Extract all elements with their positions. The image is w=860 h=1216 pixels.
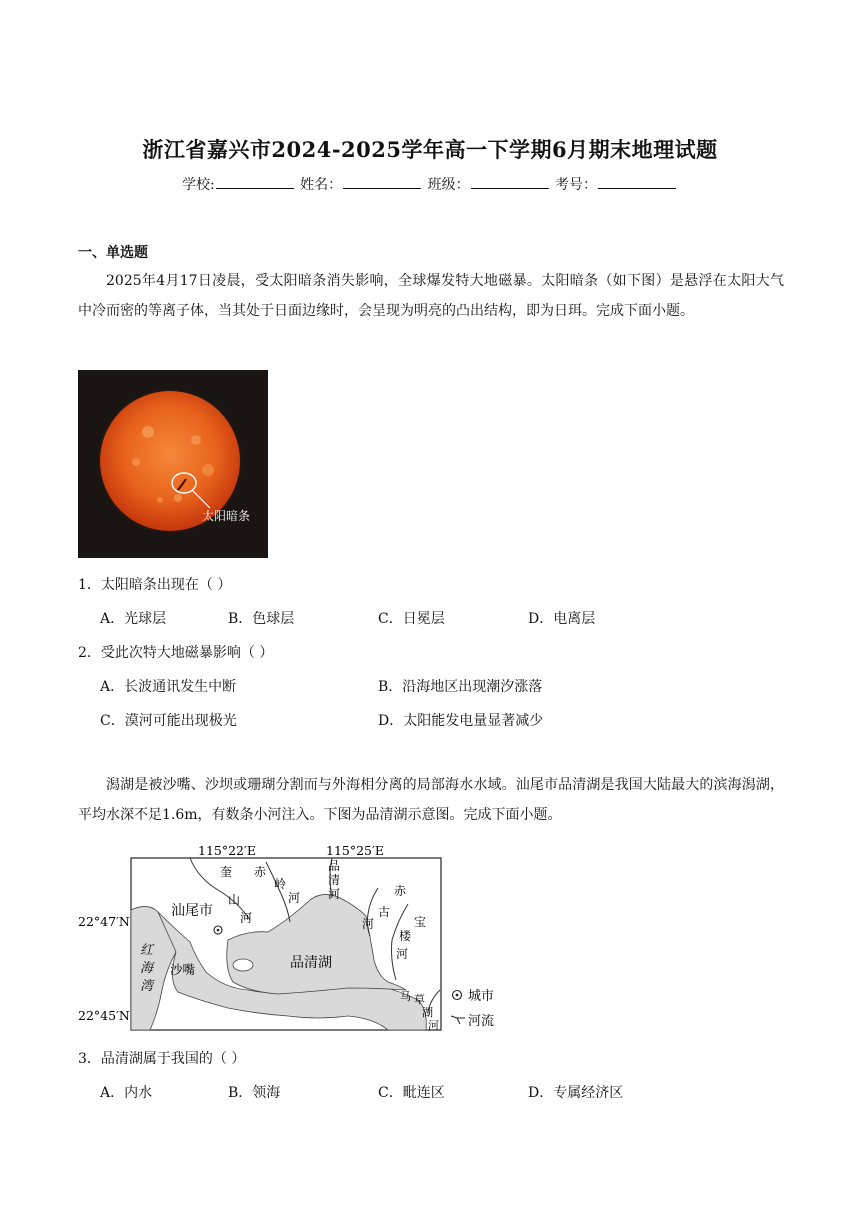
class-blank: [471, 176, 549, 189]
name-label: 姓名：: [300, 177, 343, 193]
student-info-line: [0, 174, 860, 194]
filament-label: 太阳暗条: [202, 509, 251, 523]
river5-char-2: 草: [414, 993, 425, 1006]
river2-char-1: 品: [328, 859, 341, 873]
river-shan-char-1: 山: [228, 893, 241, 907]
lake-map-svg: [78, 840, 508, 1035]
q1-option-a[interactable]: A．光球层: [100, 611, 167, 627]
school-blank: [216, 176, 294, 189]
question-1-stem: 1．太阳暗条出现在（ ）: [78, 577, 232, 593]
river1-char-1: 奎: [220, 865, 233, 879]
river4-char-2: 楼: [399, 929, 412, 943]
pinqing-lake-map: [78, 840, 508, 1035]
q2-option-d[interactable]: D．太阳能发电量显著减少: [378, 713, 544, 729]
lon-label-left: 115°22′E: [198, 843, 256, 858]
bay-label-2: 海: [140, 961, 154, 976]
school-label: 学校:: [181, 177, 215, 193]
lat-label-top: 22°47′N: [78, 914, 130, 929]
legend-river-icon: [451, 1016, 465, 1024]
q3-option-a[interactable]: A．内水: [100, 1085, 153, 1101]
river3-char-3: 河: [362, 917, 375, 931]
q1-option-c[interactable]: C．日冕层: [378, 611, 445, 627]
river1-char-4: 河: [288, 891, 301, 905]
river1-char-3: 岭: [274, 877, 287, 891]
class-label: 班级：: [427, 177, 470, 193]
bay-label-1: 红: [140, 943, 154, 958]
id-blank: [598, 176, 676, 189]
river5-char-4: 河: [428, 1019, 439, 1032]
spit-label: 沙嘴: [170, 962, 196, 977]
q3-option-c[interactable]: C．毗连区: [378, 1085, 445, 1101]
island: [233, 959, 253, 971]
sun-filament-image: [78, 370, 268, 558]
exam-title: 浙江省嘉兴市2024-2025学年高一下学期6月期末地理试题: [142, 137, 718, 162]
lat-label-bottom: 22°45′N: [78, 1008, 130, 1023]
lon-label-right: 115°25′E: [326, 843, 384, 858]
sun-illustration: [78, 370, 268, 558]
river2-char-2: 清: [328, 873, 341, 887]
question-2-stem: 2．受此次特大地磁暴影响（ ）: [78, 645, 274, 661]
q1-option-b[interactable]: B．色球层: [228, 611, 295, 627]
q1-option-d[interactable]: D．电离层: [528, 611, 596, 627]
name-blank: [343, 176, 421, 189]
lake-label: 品清湖: [290, 955, 332, 971]
q3-option-d[interactable]: D．专属经济区: [528, 1085, 624, 1101]
river3-char-2: 古: [378, 905, 391, 919]
river-shan-char-2: 河: [240, 911, 253, 925]
passage-1: 2025年4月17日凌晨，受太阳暗条消失影响，全球爆发特大地磁暴。太阳暗条（如下图）是悬浮在太阳大气中冷而密的等离子体，当其处于日面边缘时，会呈现为明亮的凸出结构，即为日珥。完成下面小题。: [78, 273, 784, 319]
q2-option-b[interactable]: B．沿海地区出现潮汐涨落: [378, 679, 543, 695]
river5-char-3: 湖: [422, 1006, 433, 1019]
section-title: 一、单选题: [78, 245, 148, 261]
id-label: 考号：: [555, 177, 598, 193]
river2-char-3: 河: [328, 887, 341, 901]
bay-label-3: 湾: [140, 979, 154, 994]
river3-char-1: 赤: [394, 884, 407, 898]
passage-2: 潟湖是被沙嘴、沙坝或珊瑚分割而与外海相分离的局部海水水域。汕尾市品清湖是我国大陆最大的滨海潟湖，平均水深不足1.6m，有数条小河注入。下图为品清湖示意图。完成下面小题。: [78, 777, 784, 823]
river4-char-1: 宝: [414, 915, 427, 929]
river5-char-1: 马: [400, 990, 411, 1003]
question-3-stem: 3．品清湖属于我国的（ ）: [78, 1051, 246, 1067]
city-label: 汕尾市: [171, 903, 213, 919]
legend-river-label: 河流: [468, 1014, 495, 1029]
q3-option-b[interactable]: B．领海: [228, 1085, 281, 1101]
q2-option-c[interactable]: C．漠河可能出现极光: [100, 713, 237, 729]
q2-option-a[interactable]: A．长波通讯发生中断: [100, 679, 237, 695]
legend-city-label: 城市: [468, 989, 495, 1004]
river1-char-2: 赤: [254, 865, 267, 879]
river4-char-3: 河: [396, 947, 409, 961]
